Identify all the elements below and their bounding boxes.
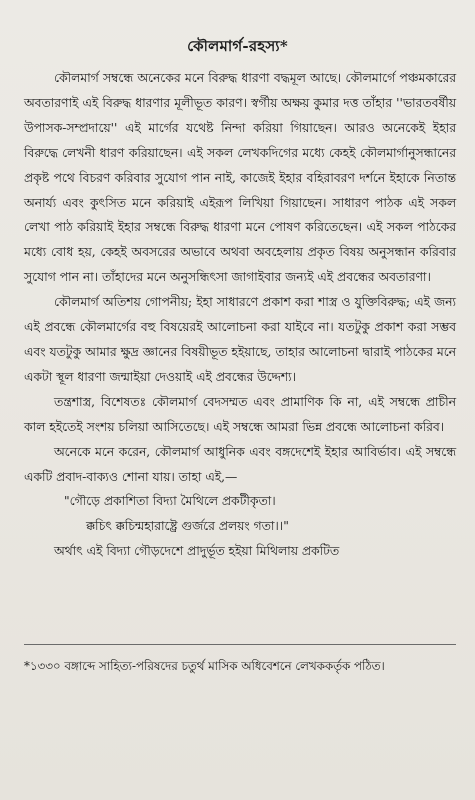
paragraph-4: অনেকে মনে করেন, কৌলমার্গ আধুনিক এবং বঙ্গদেশেই ইহার আবির্ভাব। এই সম্বন্ধে একটি প্রবাদ-বাক্যও শোনা যায়। তাহা এই,— bbox=[24, 444, 456, 484]
verse-line-1: "গৌড়ে প্রকাশিতা বিদ্যা মৈথিলে প্রকটীকৃতা। bbox=[64, 494, 276, 509]
verse-line-2: ক্কচিৎ ক্কচিন্মহারাষ্ট্রে গুর্জরে প্রলয়ং গতা।।" bbox=[86, 519, 289, 534]
paragraph-1: কৌলমার্গ সম্বন্ধে অনেকের মনে বিরুদ্ধ ধারণা বদ্ধমূল আছে। কৌলমার্গে পঞ্চমকারের অবতারণাই এই বিরুদ্ধ ধারণার মূলীভূত কারণ। স্বর্গীয় অক্ষয় কুমার দত্ত তাঁহার ''ভারতবর্ষীয় উপাসক-সম্প্রদায়ে'' এই মার্গের যথেষ্ট নিন্দা করিয়া গিয়াছেন। আরও অনেকেই ইহার বিরুদ্ধে লেখনী ধারণ করিয়াছেন। এই সকল লেখকদিগের মধ্যে কেহই কৌলমার্গানুসন্ধানের প্রকৃষ্ট পথে বিচরণ করিবার সুযোগ পান নাই, কাজেই ইহার বহিরাবরণ দর্শনে ইহাকে নিতান্ত অনার্য্য এবং কুৎসিত মনে করিয়াই এইরূপ লিখিয়া গিয়াছেন। সাধারণ পাঠক এই সকল লেখা পাঠ করিয়াই ইহার সম্বন্ধে বিরুদ্ধ ধারণা মনে পোষণ করিতেছেন। এই সকল পাঠকের মধ্যে বোধ হয়, কেহই অবসরের অভাবে অথবা অবহেলায় প্রকৃত বিষয় অনুসন্ধান করিবার সুযোগ পান না। তাঁহাদের মনে অনুসন্ধিৎসা জাগাইবার জন্যই এই প্রবন্ধের অবতারণা। bbox=[24, 71, 456, 285]
paragraph-3: তন্ত্রশাস্ত্র, বিশেষতঃ কৌলমার্গ বেদসম্মত এবং প্রামাণিক কি না, এই সম্বন্ধে প্রাচীন কাল হইতেই সংশয় চলিয়া আসিতেছে। এই সম্বন্ধে আমরা ভিন্ন প্রবন্ধে আলোচনা করিব। bbox=[24, 394, 456, 434]
footnote-divider bbox=[24, 644, 456, 645]
footnote: *১৩৩০ বঙ্গাব্দে সাহিত্য-পরিষদের চতুর্থ মাসিক অধিবেশনে লেখককর্তৃক পঠিত। bbox=[24, 659, 385, 673]
main-text bbox=[24, 66, 456, 564]
paragraph-2: কৌলমার্গ অতিশয় গোপনীয়; ইহা সাধারণে প্রকাশ করা শাস্ত্র ও যুক্তিবিরুদ্ধ; এই জন্য এই প্রবন্ধে কৌলমার্গের বহু বিষয়েরই আলোচনা করা যাইবে না। যতটুকু প্রকাশ করা সম্ভব এবং যতটুকু আমার ক্ষুদ্র জ্ঞানের বিষয়ীভূত হইয়াছে, তাহার আলোচনা দ্বারাই পাঠকের মনে একটা স্থূল ধারণা জন্মাইয়া দেওয়াই এই প্রবন্ধের উদ্দেশ্য। bbox=[24, 295, 456, 384]
paragraph-5: অর্থাৎ এই বিদ্যা গৌড়দেশে প্রাদুর্ভূত হইয়া মিথিলায় প্রকটিত bbox=[54, 544, 340, 559]
page-title: কৌলমার্গ-রহস্য* bbox=[187, 37, 288, 55]
